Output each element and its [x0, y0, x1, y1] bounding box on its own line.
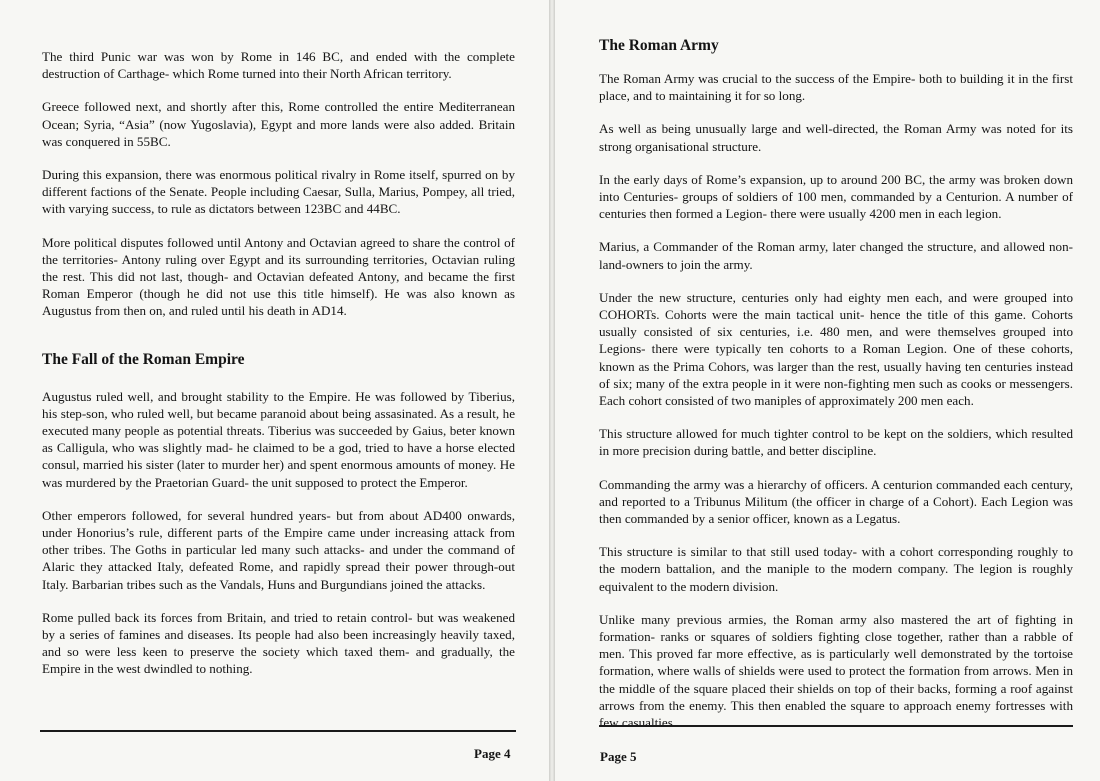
paragraph: More political disputes followed until Antony and Octavian agreed to share the control of the territories- Antony ruling over Egypt and its surrounding territories, Octavian ruling the rest. This did not last, though- and Octavian defeated Antony, and became the first Roman Emperor (though he did not use this title himself). He was also known as Augustus from then on, and ruled until his death in AD14.: [42, 234, 515, 319]
left-page-content: [42, 48, 515, 694]
paragraph: Other emperors followed, for several hundred years- but from about AD400 onwards, under Honorius’s rule, different parts of the Empire came under increasing attack from other tribes. The Goths in particular led many such attacks- and under the command of Alaric they attacked Italy, defeated Rome, and rapidly spread their power through-out Italy. Barbarian tribes such as the Vandals, Huns and Burgundians joined the attacks.: [42, 507, 515, 592]
paragraph: Augustus ruled well, and brought stability to the Empire. He was followed by Tiberius, his step-son, who ruled well, but became paranoid about being assasinated. As a result, he executed many people as potential threats. Tiberius was succeeded by Gaius, beter known as Calligula, who was slightly mad- he claimed to be a god, tried to have a horse elected consul, married his sister (later to murder her) and spent enormous amounts of money. He was murdered by the Praetorian Guard- the unit supposed to protect the Emperor.: [42, 388, 515, 490]
right-page: [555, 0, 1100, 781]
footer-rule: [40, 730, 516, 732]
paragraph: This structure is similar to that still used today- with a cohort corresponding roughly to the modern battalion, and the maniple to the modern company. The legion is roughly equivalent to the modern division.: [599, 544, 1073, 594]
paragraph: The third Punic war was won by Rome in 146 BC, and ended with the complete destruction of Carthage- which Rome turned into their North African territory.: [42, 49, 515, 82]
section-heading: The Fall of the Roman Empire: [42, 350, 245, 368]
section-heading: The Roman Army: [599, 37, 719, 54]
paragraph: This structure allowed for much tighter control to be kept on the soldiers, which resulted in more precision during battle, and better discipline.: [599, 426, 1073, 459]
left-page: [0, 0, 549, 781]
paragraph: Marius, a Commander of the Roman army, later changed the structure, and allowed non-land-owners to join the army.: [599, 239, 1073, 272]
page-number: Page 5: [600, 749, 637, 764]
paragraph: As well as being unusually large and well-directed, the Roman Army was noted for its strong organisational structure.: [599, 121, 1073, 154]
footer-rule: [599, 725, 1073, 727]
page-number: Page 4: [474, 746, 511, 761]
paragraph: Unlike many previous armies, the Roman army also mastered the art of fighting in formation- ranks or squares of soldiers fighting close together, rather than a rabble of men. This proved far more effective, as is particularly well demonstrated by the tortoise formation, where walls of shields were used to protect the formation from arrows. Men in the middle of the square placed their shields on top of their backs, forming a roof against arrows from the enemy. This then enabled the square to approach enemy fortresses with few casualties.: [599, 611, 1073, 731]
paragraph: Commanding the army was a hierarchy of officers. A centurion commanded each century, and reported to a Tribunus Militum (the officer in charge of a Cohort). Each Legion was then commanded by a senior officer, known as a Legatus.: [599, 476, 1073, 527]
right-page-content: [599, 36, 1073, 747]
paragraph: Rome pulled back its forces from Britain, and tried to retain control- but was weakened by a series of famines and diseases. Its people had also been increasingly heavily taxed, and so were less keen to preserve the society which taxed them- and gradually, the Empire in the west dwindled to nothing.: [42, 609, 515, 677]
paragraph: In the early days of Rome’s expansion, up to around 200 BC, the army was broken down into Centuries- groups of soldiers of 100 men, commanded by a Centurion. A number of centuries then formed a Legion- there were usually 4200 men in each legion.: [599, 171, 1073, 222]
paragraph: Under the new structure, centuries only had eighty men each, and were grouped into COHORTs. Cohorts were the main tactical unit- hence the title of this game. Cohorts usually consisted of six centuries, i.e. 480 men, and were themselves grouped into Legions- there were typically ten cohorts to a Roman Legion. One of these cohorts, known as the Prima Cohors, was larger than the rest, usually having ten centuries instead of six; many of the extra people in it were non-fighting men such as cooks or messengers. Each cohort consisted of two maniples of approximately 200 men each.: [599, 289, 1073, 409]
paragraph: The Roman Army was crucial to the success of the Empire- both to building it in the first place, and to maintaining it for so long.: [599, 71, 1073, 104]
paragraph: Greece followed next, and shortly after this, Rome controlled the entire Mediterranean Ocean; Syria, “Asia” (now Yugoslavia), Egypt and more lands were also added. Britain was conquered in 55BC.: [42, 99, 515, 149]
paragraph: During this expansion, there was enormous political rivalry in Rome itself, spurred on by different factions of the Senate. People including Caesar, Sulla, Marius, Pompey, all tried, with varying success, to rule as dictators between 123BC and 44BC.: [42, 167, 515, 217]
